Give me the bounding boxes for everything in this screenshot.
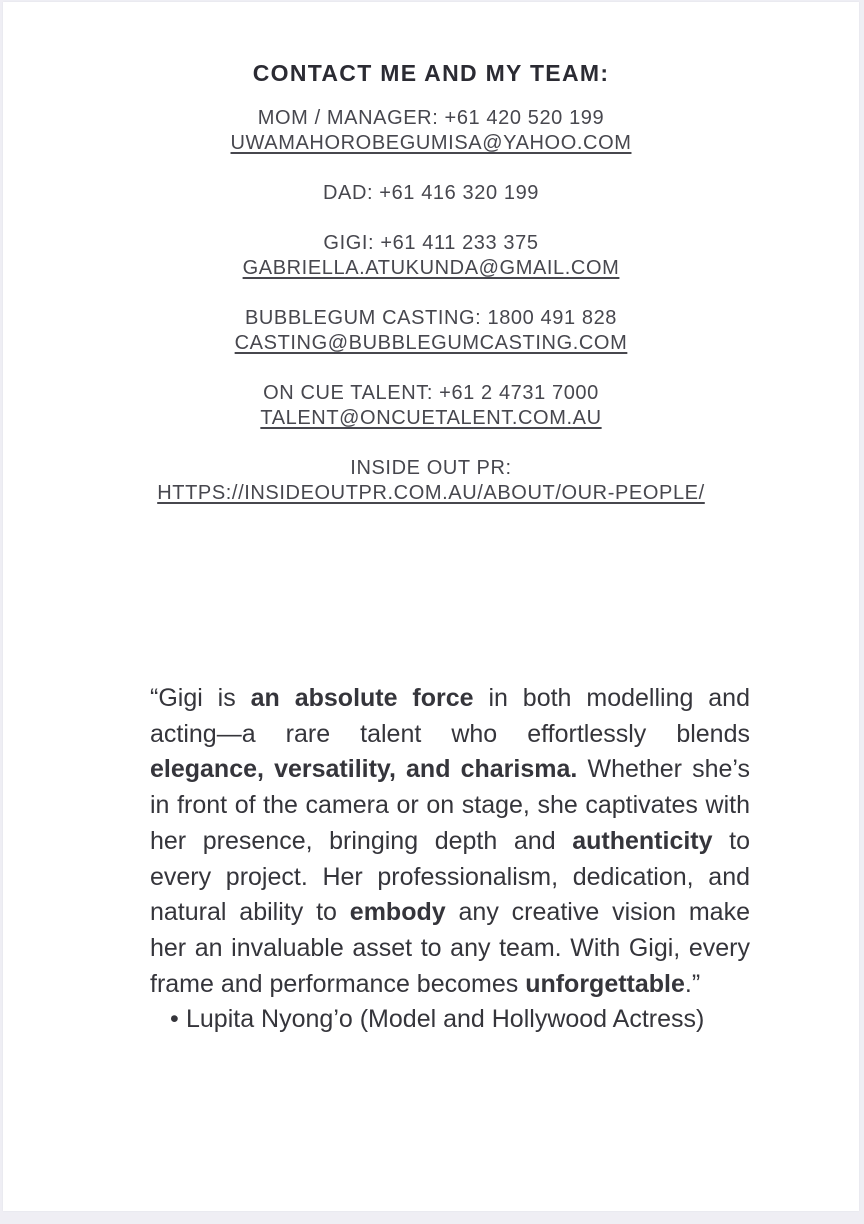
contact-phone-line: MOM / MANAGER: +61 420 520 199 [257, 107, 605, 129]
quote-text: Whether she’s in front of the camera or on stage, she captivates with her presence, bringing depth and [150, 755, 750, 855]
quote-text: “Gigi is [150, 684, 251, 712]
contact-section [3, 60, 859, 506]
quote-text: to every project. Her professionalism, dedication, and natural ability to [150, 826, 750, 927]
contact-phone-line: ON CUE TALENT: +61 2 4731 7000 [263, 382, 599, 404]
contact-entry-on-cue-talent [3, 381, 859, 431]
contact-entry-bubblegum-casting [3, 306, 859, 356]
quote-text-bold: authenticity [572, 826, 713, 855]
url-link-inside-out-pr[interactable]: HTTPS://INSIDEOUTPR.COM.AU/ABOUT/OUR-PEOPLE/ [157, 482, 705, 504]
attribution-line [150, 1002, 750, 1038]
email-link-gigi[interactable]: GABRIELLA.ATUKUNDA@GMAIL.COM [242, 257, 620, 279]
attribution-text: Lupita Nyong’o (Model and Hollywood Actress) [186, 1005, 705, 1034]
contact-label-line: INSIDE OUT PR: [350, 457, 512, 479]
contact-phone-line: BUBBLEGUM CASTING: 1800 491 828 [244, 307, 618, 329]
bullet-icon: • [170, 1005, 179, 1034]
quote-text: any creative vision make her an invaluable asset to any team. With Gigi, every frame and performance becomes [150, 898, 750, 998]
quote-text-bold: embody [349, 898, 446, 927]
document-page [3, 2, 859, 1211]
contact-entry-dad [3, 181, 859, 206]
testimonial-section [150, 681, 750, 1038]
contact-phone-line: GIGI: +61 411 233 375 [323, 232, 539, 254]
testimonial-quote [150, 681, 750, 1002]
quote-text-bold: unforgettable [525, 969, 685, 998]
contact-entry-inside-out-pr [3, 456, 859, 506]
contact-entry-gigi [3, 231, 859, 281]
email-link-bubblegum-casting[interactable]: CASTING@BUBBLEGUMCASTING.COM [234, 332, 628, 354]
email-link-mom-manager[interactable]: UWAMAHOROBEGUMISA@YAHOO.COM [230, 132, 632, 154]
quote-text-bold: an absolute force [250, 684, 474, 712]
quote-text-bold: elegance, versatility, and charisma. [150, 755, 578, 784]
contact-entry-mom-manager [3, 106, 859, 156]
email-link-on-cue-talent[interactable]: TALENT@ONCUETALENT.COM.AU [260, 407, 602, 429]
contact-phone-line: DAD: +61 416 320 199 [322, 182, 540, 204]
contact-heading: CONTACT ME AND MY TEAM: [252, 60, 610, 86]
quote-text: in both modelling and acting—a rare talent who effortlessly blends [150, 684, 750, 748]
quote-text: .” [684, 969, 701, 998]
